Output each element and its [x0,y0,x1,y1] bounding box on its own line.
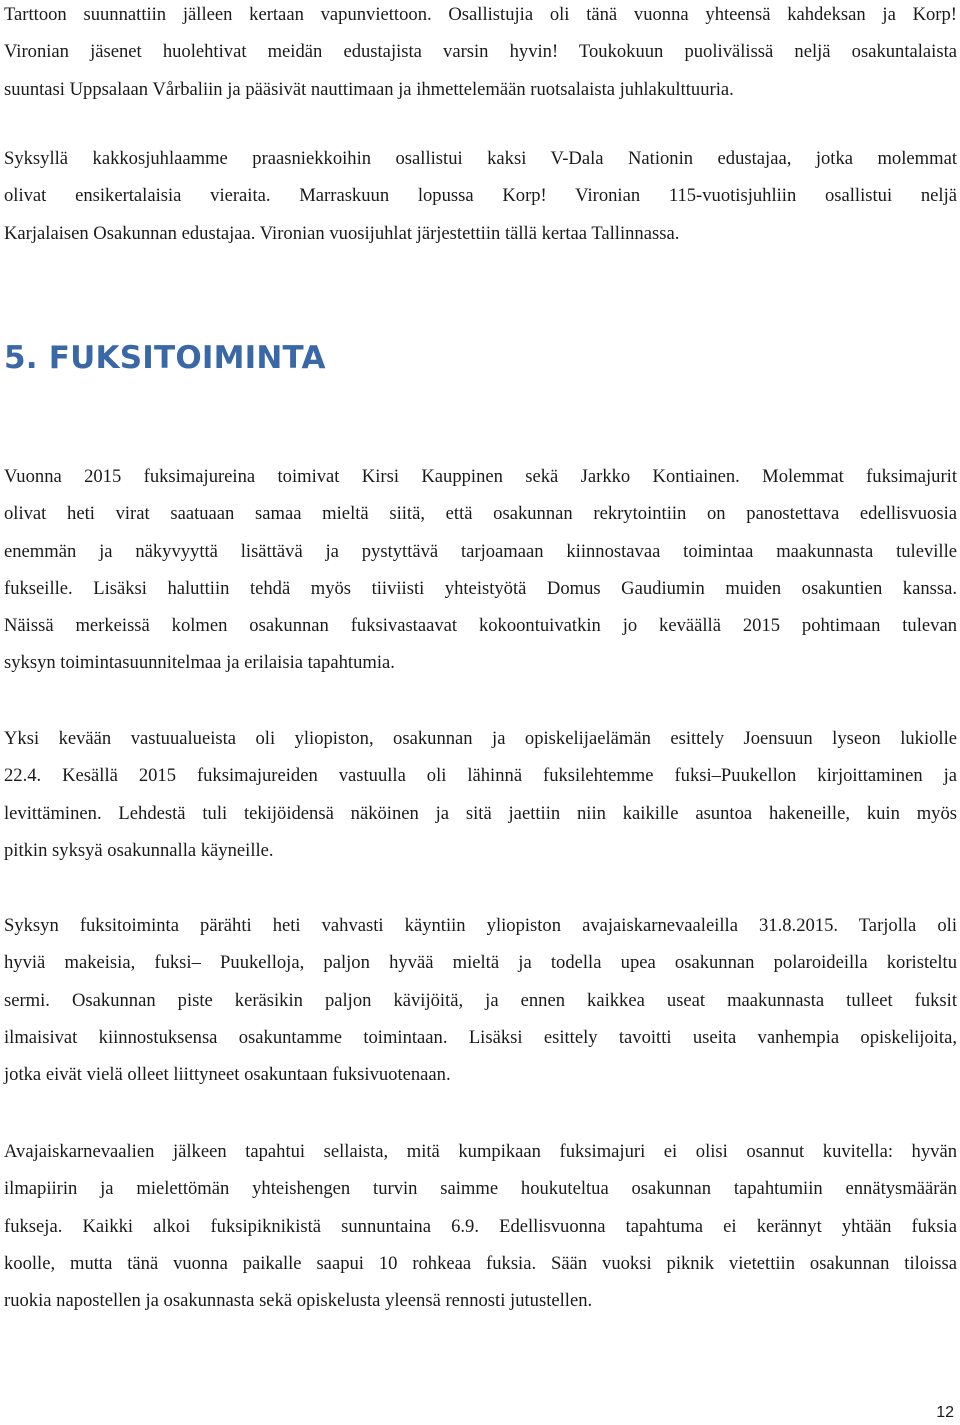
text-line: Karjalaisen Osakunnan edustajaa. Vironian vuosijuhlat järjestettiin tällä kertaa Tallinnassa. [4,222,680,244]
text-line: Syksyllä kakkosjuhlaamme praasniekkoihin osallistui kaksi V-Dala Nationin edustajaa, jotka molemmat [4,148,957,169]
paragraph-autumn-visits [4,140,957,252]
paragraph-autumn-carnival [4,907,957,1093]
paragraph-fuksi-majors [4,458,957,682]
text-line: Yksi kevään vastuualueista oli yliopiston, osakunnan ja opiskelijaelämän esittely Joensuun lyseon lukiolle [4,728,957,749]
paragraph-spring-duties [4,720,957,869]
text-line: pitkin syksyä osakunnalla käyneille. [4,839,274,861]
text-line: sermi. Osakunnan piste keräsikin paljon kävijöitä, ja ennen kaikkea useat maakunnasta tulleet fuksit [4,989,957,1011]
text-line: jotka eivät vielä olleet liittyneet osakuntaan fuksivuotenaan. [4,1064,451,1086]
section-heading: 5. FUKSITOIMINTA [4,340,326,376]
text-line: Avajaiskarnevaalien jälkeen tapahtui sellaista, mitä kumpikaan fuksimajuri ei olisi osannut kuvitella: hyvän [4,1141,957,1162]
text-line: ilmaisivat kiinnostuksensa osakuntamme toimintaan. Lisäksi esittely tavoitti useita vanhempia opiskelijoita, [4,1026,957,1048]
text-line: Syksyn fuksitoiminta pärähti heti vahvasti käyntiin yliopiston avajaiskarnevaaleilla 31.8.2015. Tarjolla oli [4,915,957,936]
text-line: fukseille. Lisäksi haluttiin tehdä myös tiiviisti yhteistyötä Domus Gaudiumin muiden osakuntien kanssa. [4,577,957,599]
page-number: 12 [936,1404,954,1421]
text-line: ilmapiirin ja mielettömän yhteishengen turvin saimme houkuteltua osakunnan tapahtumiin ennätysmäärän [4,1178,957,1200]
paragraph-fuksi-picnic [4,1133,957,1319]
text-line: suuntasi Uppsalaan Vårbaliin ja pääsivät nauttimaan ja ihmettelemään ruotsalaista juhlakulttuuria. [4,78,734,100]
text-line: Näissä merkeissä kolmen osakunnan fuksivastaavat kokoontuivatkin jo keväällä 2015 pohtimaan tulevan [4,615,957,637]
text-line: olivat ensikertalaisia vieraita. Marraskuun lopussa Korp! Vironian 115-vuotisjuhliin osallistui neljä [4,185,957,207]
text-line: fukseja. Kaikki alkoi fuksipiknikistä sunnuntaina 6.9. Edellisvuonna tapahtuma ei kerännyt yhtään fuksia [4,1215,957,1237]
text-line: enemmän ja näkyvyyttä lisättävä ja pystyttävä tarjoamaan kiinnostavaa toimintaa maakunnasta tuleville [4,540,957,562]
text-line: Vironian jäsenet huolehtivat meidän edustajista varsin hyvin! Toukokuun puolivälissä neljä osakuntalaista [4,41,957,63]
text-line: Vuonna 2015 fuksimajureina toimivat Kirsi Kauppinen sekä Jarkko Kontiainen. Molemmat fuksimajurit [4,466,957,487]
text-line: hyviä makeisia, fuksi– Puukelloja, paljon hyvää mieltä ja todella upea osakunnan polaroideilla koristeltu [4,952,957,974]
text-line: Tarttoon suunnattiin jälleen kertaan vapunviettoon. Osallistujia oli tänä vuonna yhteensä kahdeksan ja Korp! [4,4,957,25]
text-line: syksyn toimintasuunnitelmaa ja erilaisia tapahtumia. [4,652,395,674]
text-line: levittäminen. Lehdestä tuli tekijöidensä näköinen ja sitä jaettiin niin kaikille asuntoa hakeneille, kuin myös [4,802,957,824]
text-line: koolle, mutta tänä vuonna paikalle saapui 10 rohkeaa fuksia. Sään vuoksi piknik vietettiin osakunnan tiloissa [4,1252,957,1274]
text-line: olivat heti virat saatuaan samaa mieltä siitä, että osakunnan rekrytointiin on panostettava edellisvuosia [4,503,957,525]
text-line: 22.4. Kesällä 2015 fuksimajureiden vastuulla oli lähinnä fuksilehtemme fuksi–Puukellon kirjoittaminen ja [4,765,957,787]
text-line: ruokia napostellen ja osakunnasta sekä opiskelusta yleensä rennosti jutustellen. [4,1290,593,1312]
paragraph-vappu [4,0,957,108]
